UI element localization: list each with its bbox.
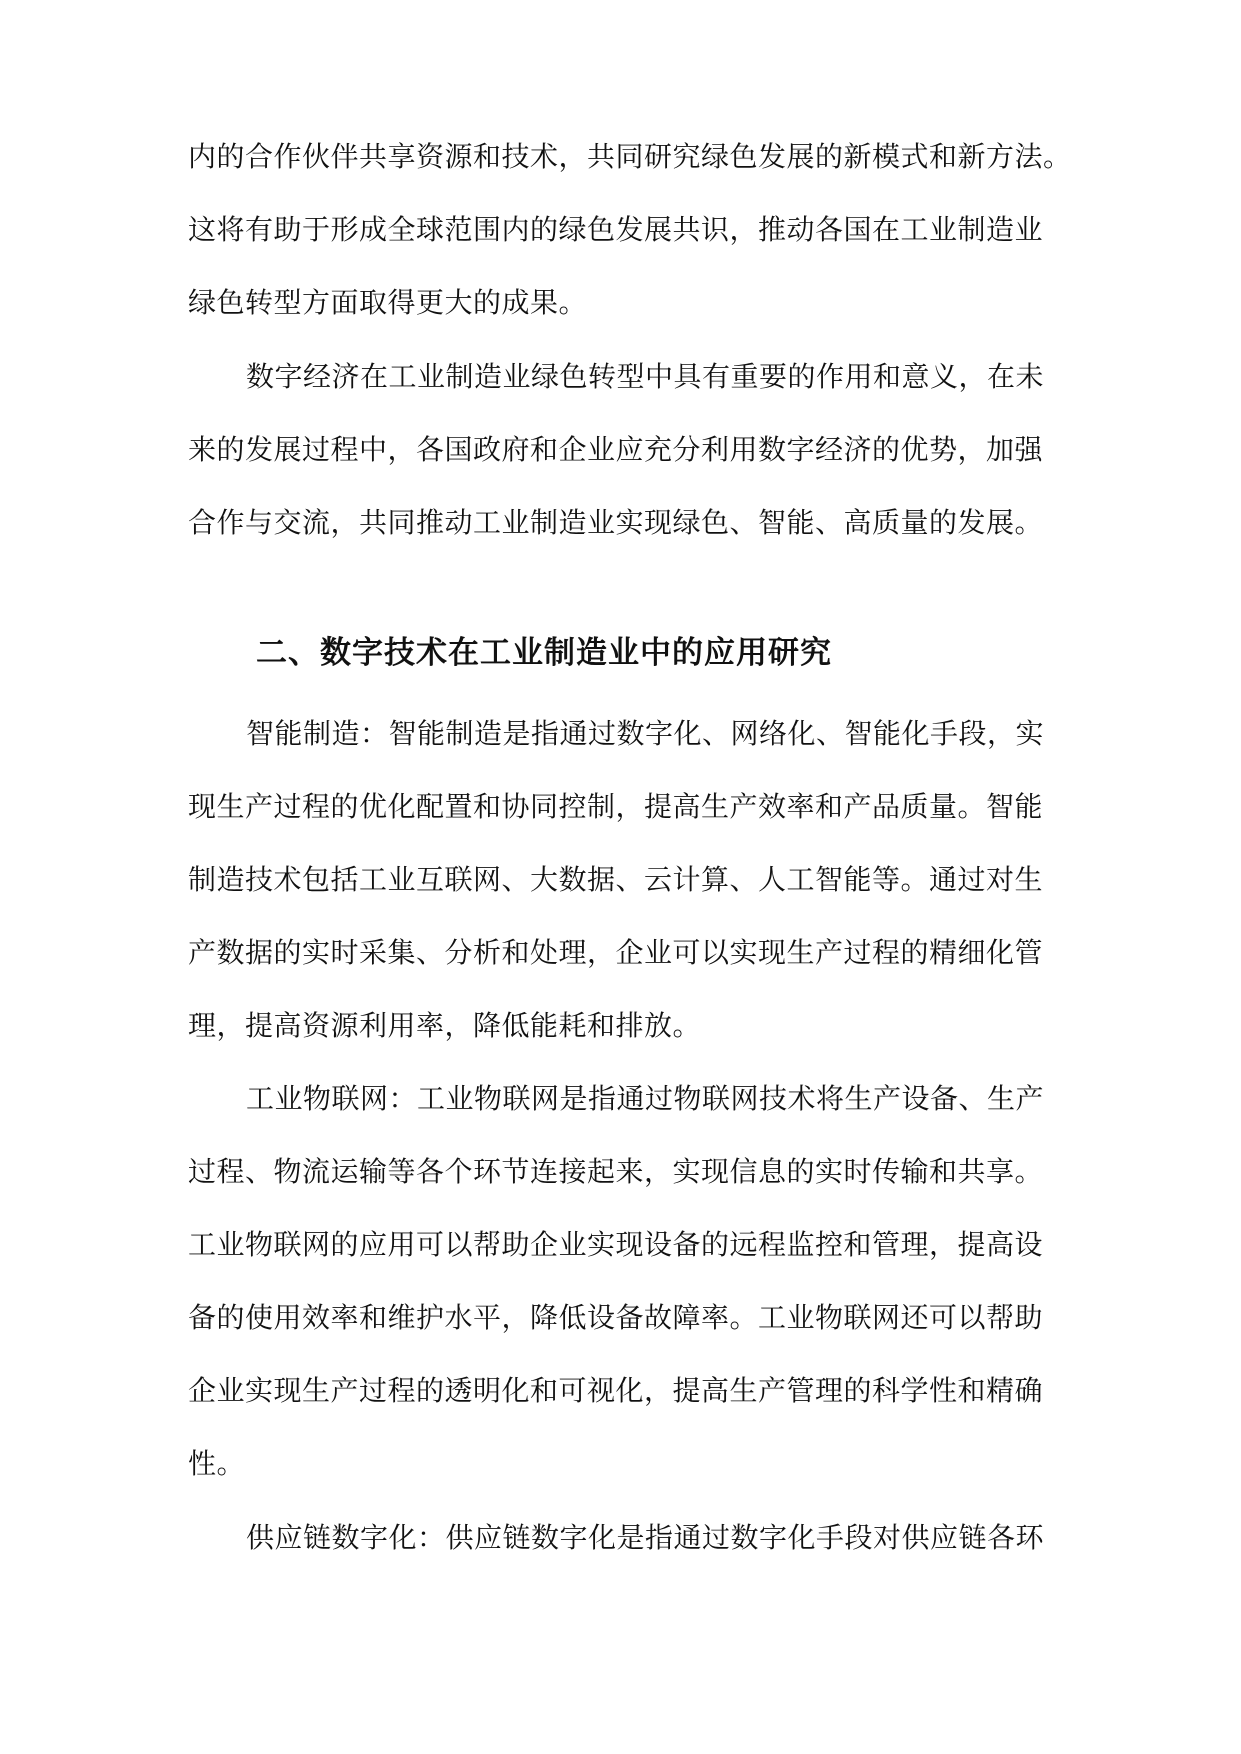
paragraph-line: 工业物联网：工业物联网是指通过物联网技术将生产设备、生产 (246, 1082, 1045, 1115)
paragraph-line: 理，提高资源利用率，降低能耗和排放。 (188, 1009, 702, 1042)
paragraph-line: 企业实现生产过程的透明化和可视化，提高生产管理的科学性和精确 (188, 1374, 1044, 1407)
paragraph-line: 过程、物流运输等各个环节连接起来，实现信息的实时传输和共享。 (188, 1155, 1044, 1188)
paragraph-line: 现生产过程的优化配置和协同控制，提高生产效率和产品质量。智能 (188, 790, 1044, 823)
paragraph-line: 内的合作伙伴共享资源和技术，共同研究绿色发展的新模式和新方法。 (188, 140, 1072, 173)
paragraph-line: 智能制造：智能制造是指通过数字化、网络化、智能化手段，实 (246, 717, 1045, 750)
paragraph-line: 这将有助于形成全球范围内的绿色发展共识，推动各国在工业制造业 (188, 213, 1044, 246)
paragraph-line: 数字经济在工业制造业绿色转型中具有重要的作用和意义，在未 (246, 360, 1045, 393)
paragraph-line: 供应链数字化：供应链数字化是指通过数字化手段对供应链各环 (246, 1521, 1045, 1554)
paragraph-line: 合作与交流，共同推动工业制造业实现绿色、智能、高质量的发展。 (188, 506, 1044, 539)
paragraph-line: 绿色转型方面取得更大的成果。 (188, 286, 588, 319)
paragraph-line: 性。 (188, 1447, 246, 1480)
section-heading: 二、数字技术在工业制造业中的应用研究 (256, 635, 832, 671)
paragraph-line: 产数据的实时采集、分析和处理，企业可以实现生产过程的精细化管 (188, 936, 1044, 969)
paragraph-line: 制造技术包括工业互联网、大数据、云计算、人工智能等。通过对生 (188, 863, 1044, 896)
paragraph-line: 工业物联网的应用可以帮助企业实现设备的远程监控和管理，提高设 (188, 1228, 1044, 1261)
paragraph-line: 来的发展过程中，各国政府和企业应充分利用数字经济的优势，加强 (188, 433, 1044, 466)
paragraph-line: 备的使用效率和维护水平，降低设备故障率。工业物联网还可以帮助 (188, 1301, 1044, 1334)
